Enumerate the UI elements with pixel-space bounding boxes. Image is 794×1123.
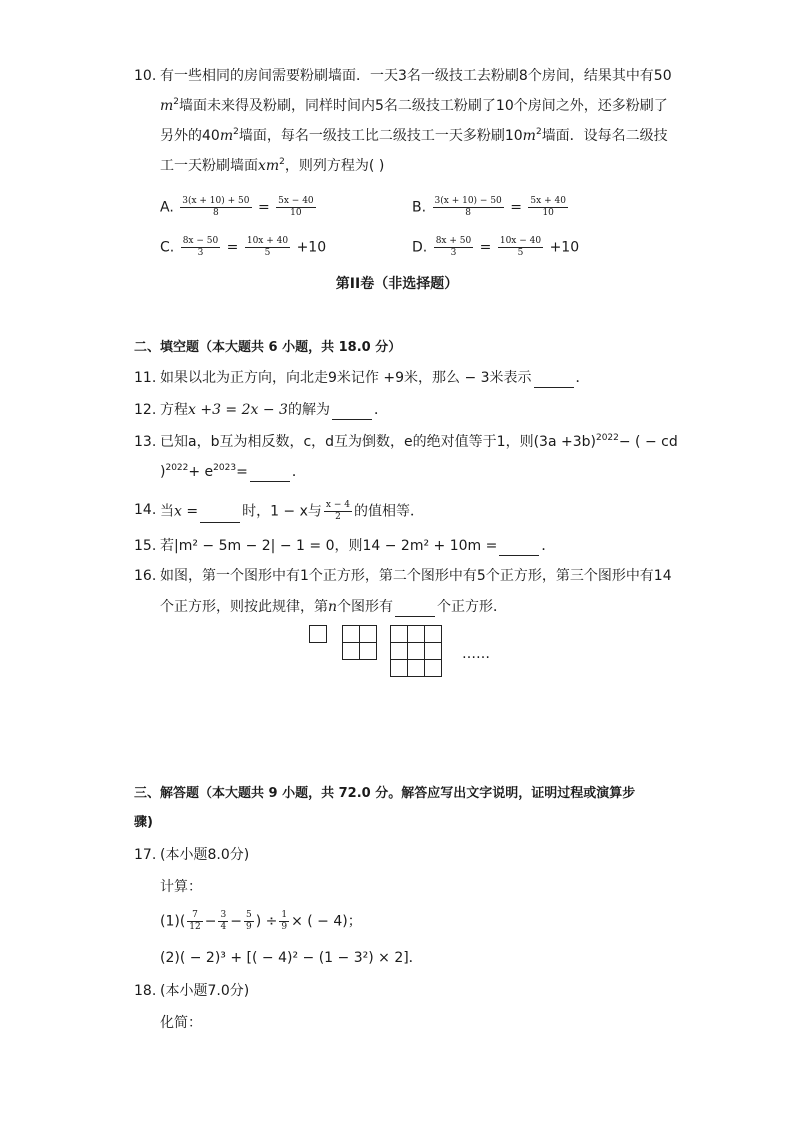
q10-option-c[interactable]: C. $\frac{8x - 50}{3}$ = $\frac{10x + 40}{5}$ +10 bbox=[160, 236, 327, 258]
figure-ellipsis: …… bbox=[462, 646, 490, 662]
part2-heading: 二、填空题（本大题共 6 小题，共 18.0 分） bbox=[134, 340, 402, 355]
q14-number: 14. bbox=[134, 502, 157, 518]
q14-text: 当x = 时，1 − x与 $\frac{x - 4}{2}$ 的值相等． bbox=[160, 500, 424, 522]
q17-number: 17. bbox=[134, 847, 157, 863]
q15-answer-blank[interactable] bbox=[499, 541, 539, 556]
q15-text: 若|m² − 5m − 2| − 1 = 0，则14 − 2m² + 10m = ． bbox=[160, 538, 556, 554]
q10-option-d[interactable]: D. $\frac{8x + 50}{3}$ = $\frac{10x - 40}{5}$ +10 bbox=[412, 236, 580, 258]
q16-number: 16. bbox=[134, 568, 157, 584]
q11-text: 如果以北为正方向，向北走9米记作 +9米，那么 − 3米表示 ． bbox=[160, 370, 590, 386]
q12-number: 12. bbox=[134, 402, 157, 418]
q16-line1: 如图，第一个图形中有1个正方形，第二个图形中有5个正方形，第三个图形中有14 bbox=[160, 568, 672, 584]
q15-number: 15. bbox=[134, 538, 157, 554]
q17-part1: (1)( $\frac{7}{12}$ − $\frac{3}{4}$ − $\frac{5}{9}$ ) ÷ $\frac{1}{9}$ × ( − 4)； bbox=[160, 910, 362, 932]
q10-option-b[interactable]: B. $\frac{3(x + 10) - 50}{8}$ = $\frac{5x + 40}{10}$ bbox=[412, 196, 566, 218]
q12-answer-blank[interactable] bbox=[332, 405, 372, 420]
q14-answer-blank[interactable] bbox=[200, 508, 240, 523]
section-title: 第II卷（非选择题） bbox=[335, 276, 459, 292]
q13-answer-blank[interactable] bbox=[250, 467, 290, 482]
q10-line4: 工一天粉刷墙面$xm^2$，则列方程为( ) bbox=[160, 157, 385, 174]
q10-line1: 有一些相同的房间需要粉刷墙面．一天3名一级技工去粉刷8个房间，结果其中有50 bbox=[160, 68, 672, 84]
part3-heading-line1: 三、解答题（本大题共 9 小题，共 72.0 分。解答应写出文字说明，证明过程或演算步 bbox=[134, 786, 636, 801]
q10-option-a[interactable]: A. $\frac{3(x + 10) + 50}{8}$ = $\frac{5x - 40}{10}$ bbox=[160, 196, 314, 218]
figure-2-grid bbox=[342, 625, 377, 660]
q10-number: 10. bbox=[134, 68, 157, 84]
q11-answer-blank[interactable] bbox=[534, 373, 574, 388]
q10-line3: 另外的$40m^2$墙面，每名一级技工比二级技工一天多粉刷$10m^2$墙面．设每名二级技 bbox=[160, 127, 668, 144]
q16-answer-blank[interactable] bbox=[395, 602, 435, 617]
q12-text: 方程x +3 = 2x − 3的解为 ． bbox=[160, 402, 388, 418]
q18-points: (本小题7.0分) bbox=[160, 983, 250, 999]
q13-number: 13. bbox=[134, 434, 157, 450]
q17-instruction: 计算： bbox=[160, 879, 202, 895]
part3-heading-line2: 骤) bbox=[134, 815, 153, 830]
q17-points: (本小题8.0分) bbox=[160, 847, 250, 863]
q13-line2: )$^{2022}+ e^{2023}=$ ． bbox=[160, 463, 306, 480]
q11-number: 11. bbox=[134, 370, 157, 386]
q18-number: 18. bbox=[134, 983, 157, 999]
q13-line1: 已知a，b互为相反数，c，d互为倒数，e的绝对值等于1，则$(3a +3b)^{2022}-$ ( − cd bbox=[160, 433, 678, 450]
q16-line2: 个正方形，则按此规律，第n个图形有 个正方形． bbox=[160, 599, 508, 615]
q17-part2: (2)( − 2)³ + [( − 4)² − (1 − 3²) × 2]． bbox=[160, 950, 423, 966]
q18-instruction: 化简： bbox=[160, 1015, 202, 1031]
figure-3-grid bbox=[390, 625, 442, 677]
figure-1-grid bbox=[309, 625, 327, 643]
q10-line2: $m^2$墙面未来得及粉刷，同样时间内5名二级技工粉刷了10个房间之外，还多粉刷了 bbox=[160, 97, 668, 114]
